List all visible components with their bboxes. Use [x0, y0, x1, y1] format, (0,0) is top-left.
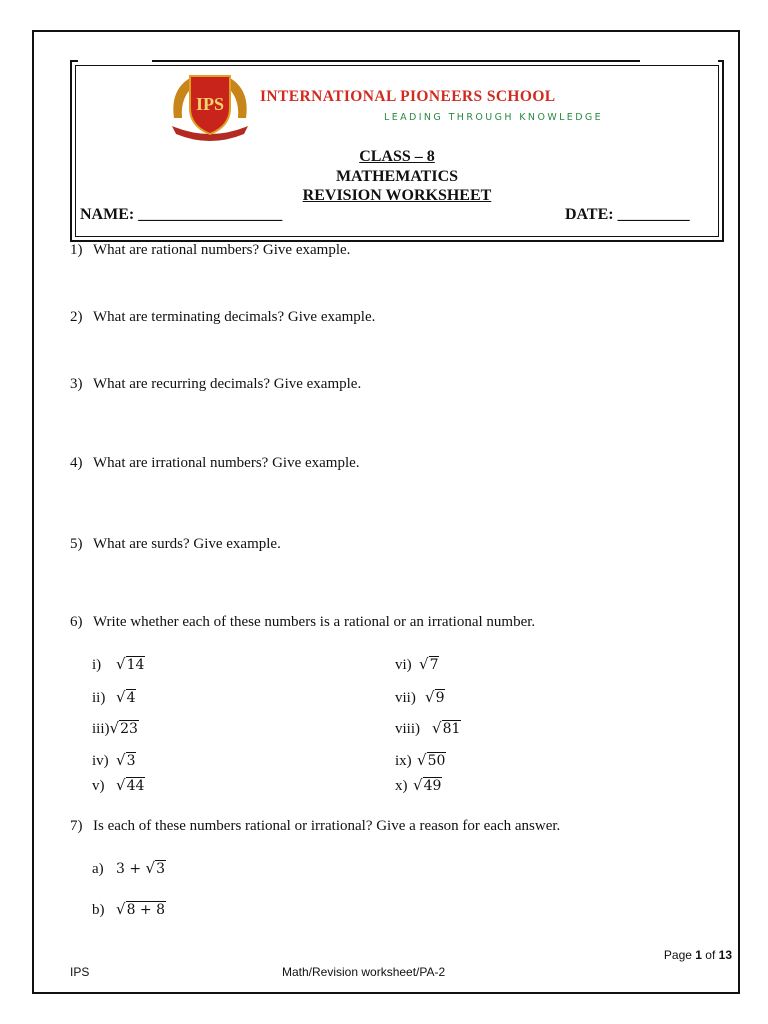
item-label: b) [92, 902, 105, 918]
item-label: v) [92, 778, 105, 794]
date-field: DATE: _________ [565, 206, 690, 223]
square-root: √50 [417, 751, 446, 769]
question-text: Is each of these numbers rational or irrational? Give a reason for each answer. [93, 818, 561, 834]
question-7 [70, 818, 560, 835]
radicand: 23 [120, 721, 138, 737]
question-5 [70, 536, 281, 553]
radicand: 50 [427, 753, 446, 769]
question-number: 4) [70, 455, 83, 471]
item-label: a) [92, 861, 104, 877]
square-root: √4 [116, 688, 136, 706]
question-text: What are irrational numbers? Give example. [93, 455, 360, 471]
square-root: √8 + 8 [116, 900, 166, 918]
square-root: √44 [116, 776, 145, 794]
q7-item [92, 900, 166, 919]
q6-item [395, 688, 445, 707]
header-frame-gap [78, 58, 152, 64]
question-1 [70, 242, 350, 259]
question-4 [70, 455, 360, 472]
square-root: √9 [425, 688, 445, 706]
question-text: What are surds? Give example. [93, 536, 281, 552]
page-current: 1 [695, 948, 702, 962]
page-prefix: Page [663, 948, 696, 962]
q6-item [395, 655, 439, 674]
header-frame-gap [640, 58, 718, 64]
subject-title: MATHEMATICS [335, 168, 459, 185]
question-number: 2) [70, 309, 83, 325]
question-2 [70, 309, 375, 326]
name-field: NAME: __________________ [80, 206, 283, 223]
square-root: √3 [145, 859, 166, 877]
worksheet-title: REVISION WORKSHEET [302, 187, 492, 204]
question-text: What are recurring decimals? Give example. [93, 376, 362, 392]
q6-item [92, 719, 139, 738]
radicand: 49 [423, 778, 442, 794]
item-label: i) [92, 657, 102, 673]
q7-item [92, 859, 166, 878]
item-label: vi) [395, 657, 412, 673]
question-number: 7) [70, 818, 83, 834]
page-indicator [664, 948, 732, 962]
school-name: INTERNATIONAL PIONEERS SCHOOL [260, 88, 556, 105]
radicand: 3 [126, 753, 136, 769]
square-root: √81 [432, 719, 461, 737]
square-root: √7 [419, 655, 439, 673]
radicand: 44 [126, 778, 145, 794]
q6-item [92, 776, 145, 795]
page-total: 13 [718, 948, 732, 962]
q6-item [92, 655, 145, 674]
footer-document-name: Math/Revision worksheet/PA-2 [282, 965, 446, 979]
q6-item [395, 719, 461, 738]
q6-item [92, 751, 136, 770]
item-label: ix) [395, 753, 412, 769]
item-label: viii) [395, 721, 420, 737]
question-6 [70, 614, 535, 631]
q6-item [395, 751, 446, 770]
page-of: of [701, 948, 719, 962]
question-text: What are terminating decimals? Give example. [93, 309, 376, 325]
square-root: √3 [116, 751, 136, 769]
item-label: x) [395, 778, 408, 794]
footer-school: IPS [70, 965, 90, 979]
item-label: ii) [92, 690, 106, 706]
logo-lettering: IPS [195, 94, 225, 114]
question-number: 5) [70, 536, 83, 552]
square-root: √14 [116, 655, 145, 673]
expression-prefix: 3 + [116, 861, 146, 877]
question-text: Write whether each of these numbers is a rational or an irrational number. [93, 614, 536, 630]
radicand: 3 [156, 861, 166, 877]
item-label: vii) [395, 690, 416, 706]
question-number: 1) [70, 242, 83, 258]
item-label: iii) [92, 721, 110, 737]
radicand: 14 [126, 657, 145, 673]
school-logo [166, 70, 254, 144]
class-title: CLASS – 8 [359, 148, 435, 165]
item-label: iv) [92, 753, 109, 769]
q6-item [92, 688, 136, 707]
question-text: What are rational numbers? Give example. [93, 242, 351, 258]
radicand: 81 [442, 721, 461, 737]
radicand: 8 + 8 [126, 902, 166, 918]
square-root: √23 [109, 719, 138, 737]
school-motto: LEADING THROUGH KNOWLEDGE [384, 112, 604, 123]
radicand: 9 [435, 690, 445, 706]
question-3 [70, 376, 361, 393]
radicand: 4 [126, 690, 136, 706]
question-number: 6) [70, 614, 83, 630]
question-number: 3) [70, 376, 83, 392]
q6-item [395, 776, 442, 795]
radicand: 7 [429, 657, 439, 673]
square-root: √49 [413, 776, 442, 794]
